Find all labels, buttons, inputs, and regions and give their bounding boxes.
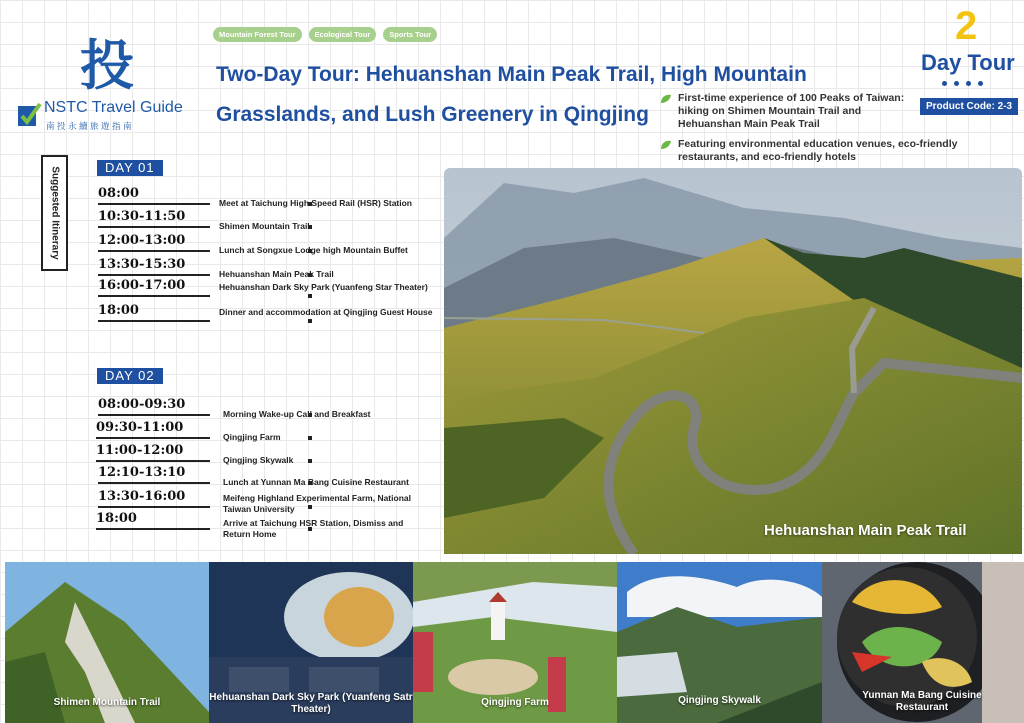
photo-caption: Yunnan Ma Bang Cuisine Restaurant bbox=[862, 690, 982, 713]
photo-caption: Qingjing Skywalk bbox=[678, 695, 761, 706]
feature-item bbox=[660, 92, 925, 131]
item-time: 12:00-13:00 bbox=[98, 233, 186, 248]
leaf-icon bbox=[660, 94, 672, 104]
item-desc: Meet at Taichung High Speed Rail (HSR) Station bbox=[219, 198, 412, 208]
product-code: Product Code: 2-3 bbox=[920, 98, 1018, 115]
item-desc: Qingjing Farm bbox=[223, 432, 281, 442]
tag-sports: Sports Tour bbox=[383, 27, 437, 42]
tour-days-number: 2 bbox=[955, 4, 978, 48]
logo-character: 投 bbox=[80, 34, 134, 97]
side-label-text: Suggested Itinerary bbox=[49, 166, 60, 260]
page-title: Two-Day Tour: Hehuanshan Main Peak Trail, High Mountain Grasslands, and Lush Greenery in Qingjing bbox=[216, 63, 807, 126]
item-desc: Morning Wake-up Call and Breakfast bbox=[223, 409, 371, 419]
tag-ecological: Ecological Tour bbox=[309, 27, 377, 42]
nstc-logo bbox=[18, 36, 198, 136]
item-desc: Qingjing Skywalk bbox=[223, 455, 294, 465]
item-desc: Lunch at Songxue Lodge high Mountain Buffet bbox=[219, 245, 408, 255]
logo-name: NSTC Travel Guide bbox=[44, 99, 183, 116]
item-time: 09:30-11:00 bbox=[96, 420, 184, 435]
item-time: 12:10-13:10 bbox=[98, 465, 186, 480]
photo-shimen-mountain-trail bbox=[5, 562, 209, 723]
item-desc: Shimen Mountain Trail bbox=[219, 221, 310, 231]
main-photo-caption: Hehuanshan Main Peak Trail bbox=[764, 522, 967, 539]
item-time: 16:00-17:00 bbox=[98, 278, 186, 293]
photo-caption: Qingjing Farm bbox=[481, 697, 549, 708]
item-desc: Hehuanshan Dark Sky Park (Yuanfeng Star Theater) bbox=[219, 282, 428, 292]
photo-caption: Hehuanshan Dark Sky Park (Yuanfeng Satr Theater) bbox=[209, 692, 413, 715]
item-time: 18:00 bbox=[98, 303, 139, 318]
item-time: 08:00 bbox=[98, 186, 139, 201]
photo-caption: Shimen Mountain Trail bbox=[53, 697, 161, 708]
feature-text: Featuring environmental education venues, eco-friendly restaurants, and eco-friendly hotels bbox=[678, 138, 958, 163]
logo-subtitle: 南投永續旅遊指南 bbox=[46, 122, 135, 132]
tour-days-label: Day Tour bbox=[921, 50, 1015, 75]
photo-qingjing-skywalk bbox=[617, 562, 822, 723]
item-time: 11:00-12:00 bbox=[96, 443, 184, 458]
photo-yunnan-restaurant bbox=[822, 562, 1024, 723]
decorative-dots bbox=[942, 81, 983, 86]
item-time: 13:30-16:00 bbox=[98, 489, 186, 504]
item-desc: Lunch at Yunnan Ma Bang Cuisine Restaurant bbox=[223, 477, 409, 487]
hehuanshan-main-photo bbox=[444, 168, 1022, 554]
feature-text: First-time experience of 100 Peaks of Taiwan: hiking on Shimen Mountain Trail and Hehuanshan Main Peak Trail bbox=[678, 92, 905, 130]
day1-badge: DAY 01 bbox=[97, 160, 163, 176]
item-desc: Hehuanshan Main Peak Trail bbox=[219, 269, 334, 279]
photo-qingjing-farm bbox=[413, 562, 617, 723]
photo-dark-sky-park bbox=[209, 562, 413, 723]
item-desc: Arrive at Taichung HSR Station, Dismiss and Return Home bbox=[223, 518, 404, 539]
item-time: 13:30-15:30 bbox=[98, 257, 186, 272]
item-desc: Dinner and accommodation at Qingjing Guest House bbox=[219, 307, 433, 317]
item-time: 10:30-11:50 bbox=[98, 209, 186, 224]
item-desc: Meifeng Highland Experimental Farm, National Taiwan University bbox=[223, 493, 411, 514]
feature-item bbox=[660, 138, 990, 164]
suggested-itinerary-label bbox=[41, 155, 68, 271]
checkmark-logo-icon bbox=[18, 102, 42, 128]
tag-mountain-forest: Mountain Forest Tour bbox=[213, 27, 302, 42]
item-time: 18:00 bbox=[96, 511, 137, 526]
tour-tags bbox=[213, 27, 437, 42]
leaf-icon bbox=[660, 140, 672, 150]
day2-badge: DAY 02 bbox=[97, 368, 163, 384]
item-time: 08:00-09:30 bbox=[98, 397, 186, 412]
